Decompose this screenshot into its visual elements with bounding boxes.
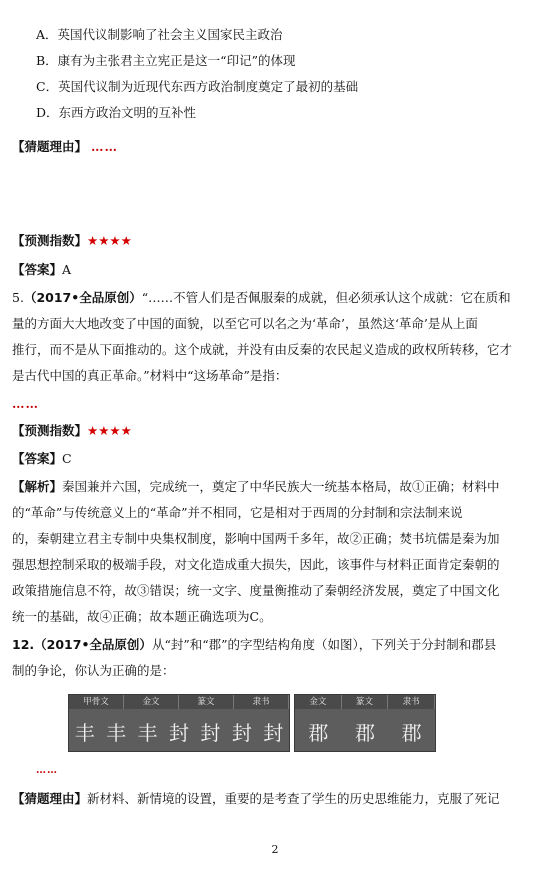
guess-reason-label: 【猜题理由】 [12, 139, 88, 154]
analysis-line-2: 的“革命”与传统意义上的“革命”并不相同，它是相对于西周的分封制和宗法制来说 [12, 505, 463, 520]
option-a: A．英国代议制影响了社会主义国家民主政治 [36, 27, 283, 42]
analysis-line-3: 的，秦朝建立君主专制中央集权制度，影响中国两千多年，故②正确；焚书坑儒是秦为加 [12, 531, 500, 546]
jun-glyph: 郡 [308, 720, 329, 745]
header-clerical: 隶书 [234, 695, 289, 709]
guess-reason-text: 新材料、新情境的设置，重要的是考查了学生的历史思维能力，克服了死记 [87, 791, 500, 806]
jun-script-headers [295, 695, 435, 709]
q12-number: 12. [12, 637, 35, 652]
predict-label: 【预测指数】 [12, 233, 88, 248]
stars-rating: ★★★★ [87, 233, 132, 248]
feng-glyph-row [69, 711, 289, 751]
guess-reason-label: 【猜题理由】 [12, 791, 88, 806]
header-oracle-bone: 甲骨文 [69, 695, 124, 709]
feng-script-headers [69, 695, 289, 709]
answer-row-2 [12, 450, 530, 468]
answer-row-1 [12, 261, 530, 279]
q5-line-3: 推行，而不是从下面推动的。这个成就，并没有由反秦的农民起义造成的政权所转移，它才 [12, 342, 513, 357]
feng-character-panel [68, 694, 290, 752]
feng-glyph: 封 [231, 720, 252, 745]
ellipsis: …… [12, 396, 39, 411]
page-number: 2 [271, 843, 279, 856]
header-bronze: 金文 [124, 695, 179, 709]
analysis-line-1 [12, 478, 530, 496]
q5-source: （2017•全品原创） [23, 290, 142, 305]
feng-glyph: 封 [168, 720, 189, 745]
answer-label: 【答案】 [12, 451, 63, 466]
q5-text: “……不管人们是否佩服秦的成就，但必须承认这个成就：它在质和 [141, 290, 511, 305]
jun-glyph: 郡 [354, 720, 375, 745]
jun-glyph-row [295, 711, 435, 751]
predict-label: 【预测指数】 [12, 423, 88, 438]
jun-character-panel [294, 694, 436, 752]
header-seal: 篆文 [342, 695, 389, 709]
character-evolution-figure [68, 694, 436, 752]
feng-glyph: 丰 [74, 720, 95, 745]
stars-rating: ★★★★ [87, 423, 132, 438]
jun-glyph: 郡 [401, 720, 422, 745]
q12-source: （2017•全品原创） [34, 637, 152, 652]
predict-row-2 [12, 422, 530, 440]
ellipsis: …… [36, 765, 58, 776]
feng-glyph: 丰 [106, 720, 127, 745]
analysis-label: 【解析】 [12, 479, 63, 494]
predict-row-1 [12, 232, 530, 250]
feng-glyph: 封 [263, 720, 284, 745]
header-bronze: 金文 [295, 695, 342, 709]
analysis-line-6: 统一的基础，故④正确；故本题正确选项为C。 [12, 609, 272, 624]
option-c: C．英国代议制为近现代东西方政治制度奠定了最初的基础 [36, 79, 359, 94]
q5-line-1 [12, 289, 530, 307]
answer-value: A [62, 262, 72, 277]
guess-reason-row-2 [12, 790, 530, 808]
feng-glyph: 丰 [137, 720, 158, 745]
q5-line-2: 量的方面大大地改变了中国的面貌，以至它可以名之为‘革命’，虽然这‘革命’是从上面 [12, 316, 478, 331]
q12-line-1 [12, 636, 530, 654]
guess-reason-row-1 [12, 138, 530, 156]
analysis-line-4: 强思想控制采取的极端手段，对文化造成重大损失，因此，该事件与材料正面肯定秦朝的 [12, 557, 500, 572]
answer-label: 【答案】 [12, 262, 63, 277]
analysis-line-5: 政策措施信息不符，故③错误；统一文字、度量衡推动了秦朝经济发展，奠定了中国文化 [12, 583, 500, 598]
feng-glyph: 封 [200, 720, 221, 745]
q5-line-4: 是古代中国的真正革命。”材料中“这场革命”是指： [12, 368, 288, 383]
analysis-text: 秦国兼并六国，完成统一，奠定了中华民族大一统基本格局，故①正确；材料中 [62, 479, 500, 494]
answer-value: C [62, 451, 72, 466]
q12-line-2: 制的争论，你认为正确的是： [12, 663, 175, 678]
header-seal: 篆文 [179, 695, 234, 709]
q12-text: 从“封”和“郡”的字型结构角度（如图），下列关于分封制和郡县 [151, 637, 497, 652]
header-clerical: 隶书 [388, 695, 435, 709]
option-b: B．康有为主张君主立宪正是这一“印记”的体现 [36, 53, 296, 68]
option-d: D．东西方政治文明的互补性 [36, 105, 197, 120]
ellipsis: …… [91, 139, 118, 154]
q5-number: 5. [12, 290, 24, 305]
